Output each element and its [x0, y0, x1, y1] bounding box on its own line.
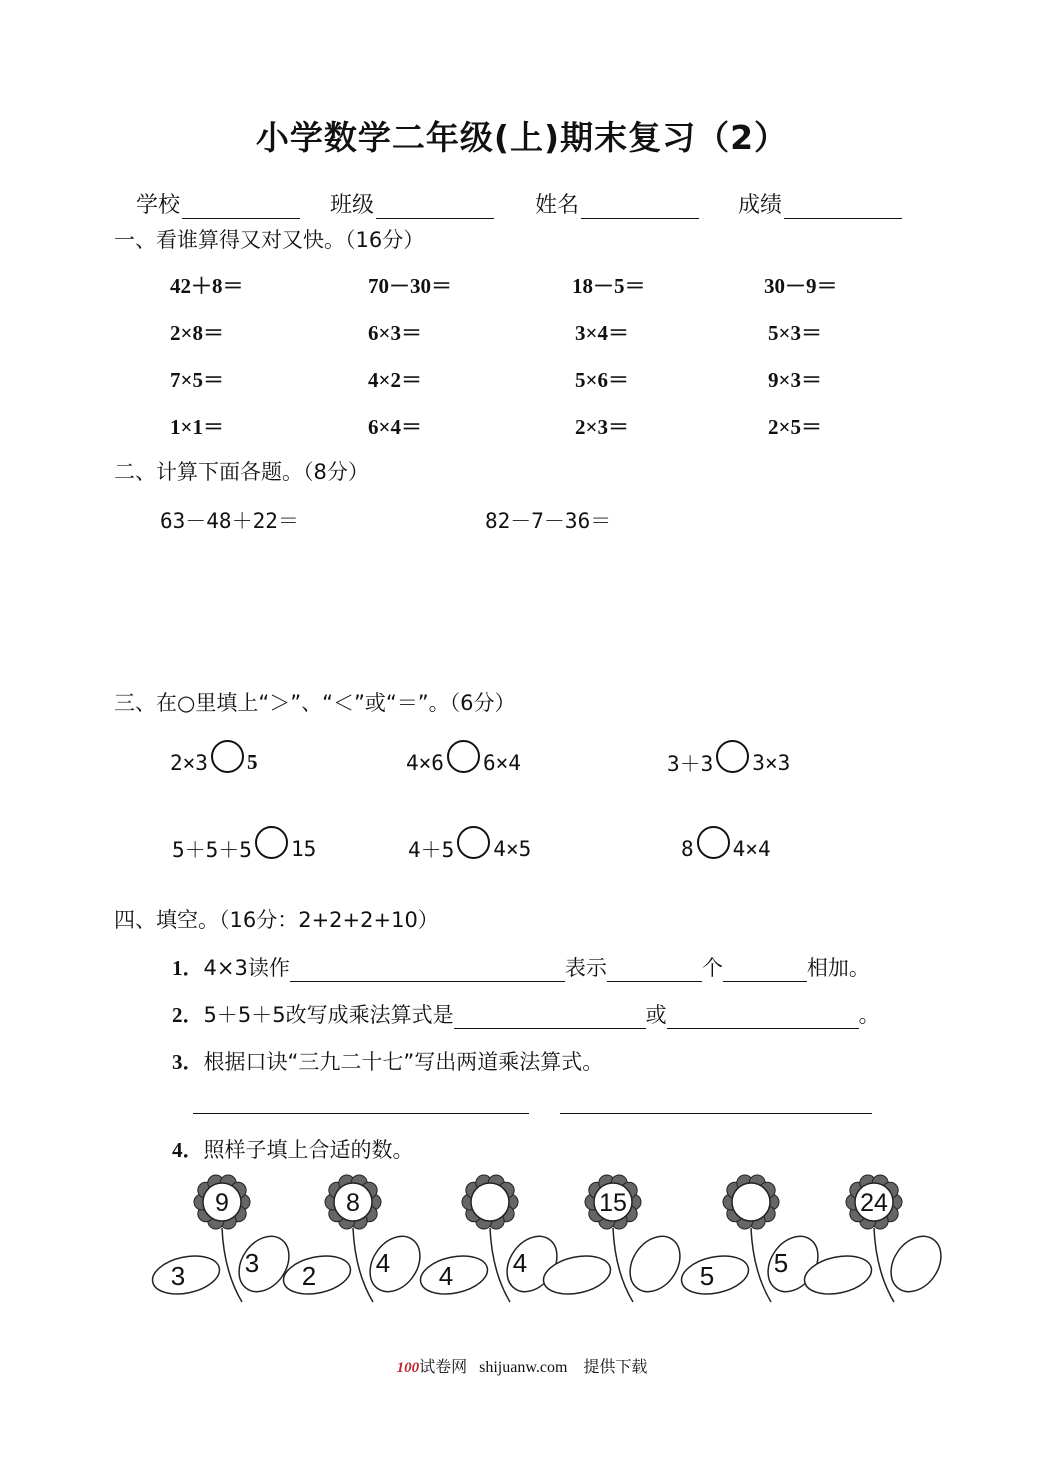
page-title: 小学数学二年级(上)期末复习（2）: [255, 118, 789, 157]
flower-center-number: 24: [860, 1189, 888, 1217]
problem-3-2: 4×2＝: [368, 368, 422, 392]
leaf-right-number: 5: [773, 1248, 789, 1278]
score-field: 成绩: [738, 188, 902, 219]
section-1-heading: 一、看谁算得又对又快。（16分）: [114, 228, 425, 252]
compare-item: 4×6 6×4: [406, 746, 521, 779]
compare-item: 2×3 5: [170, 746, 257, 779]
section-2-item-1: 63－48＋22＝: [160, 509, 299, 533]
compare-circle[interactable]: [211, 740, 244, 773]
question-3: 3．根据口诀“三九二十七”写出两道乘法算式。: [172, 1050, 604, 1074]
name-field: 姓名: [535, 188, 699, 219]
flower-diagram: [0, 1165, 1044, 1310]
flower: [149, 1175, 299, 1302]
problem-2-2: 6×3＝: [368, 321, 422, 345]
answer-line[interactable]: [560, 1113, 872, 1114]
leaf-left-number: 2: [301, 1261, 317, 1291]
answer-blank[interactable]: [667, 1008, 859, 1029]
problem-4-4: 2×5＝: [768, 415, 822, 439]
score-blank[interactable]: [784, 196, 902, 219]
school-blank[interactable]: [182, 196, 300, 219]
flower: [280, 1175, 430, 1302]
flower-center-number: 9: [215, 1189, 229, 1217]
section-2-heading: 二、计算下面各题。（8分）: [114, 460, 369, 484]
class-blank[interactable]: [376, 196, 494, 219]
flower: [801, 1175, 951, 1302]
problem-3-4: 9×3＝: [768, 368, 822, 392]
answer-blank[interactable]: [454, 1008, 646, 1029]
flower-center[interactable]: [471, 1183, 509, 1221]
compare-circle[interactable]: [697, 826, 730, 859]
problem-4-1: 1×1＝: [170, 415, 224, 439]
compare-circle[interactable]: [255, 826, 288, 859]
flower-center-number: 8: [346, 1189, 360, 1217]
leaf-right-number: 4: [375, 1248, 391, 1278]
section-2-item-2: 82－7－36＝: [485, 509, 612, 533]
flower-center-number: 15: [599, 1189, 627, 1217]
flower-center[interactable]: [732, 1183, 770, 1221]
leaf-right: [620, 1227, 690, 1301]
question-1: 1．4×3读作 表示 个 相加。: [172, 956, 870, 980]
leaf-left: [678, 1250, 752, 1299]
site-domain: shijuanw.com: [479, 1359, 568, 1376]
leaf-left: [280, 1250, 354, 1299]
leaf-left: [149, 1250, 223, 1299]
compare-item: 5＋5＋5 15: [172, 832, 316, 865]
footer: [0, 1354, 1044, 1377]
compare-circle[interactable]: [457, 826, 490, 859]
problem-4-2: 6×4＝: [368, 415, 422, 439]
problem-3-1: 7×5＝: [170, 368, 224, 392]
leaf-right: [229, 1227, 299, 1301]
compare-item: 8 4×4: [681, 832, 771, 865]
compare-item: 4＋5 4×5: [408, 832, 531, 865]
leaf-left-number: 5: [699, 1261, 715, 1291]
answer-blank[interactable]: [290, 961, 565, 982]
section-4-heading: 四、填空。（16分：2+2+2+10）: [114, 908, 439, 932]
leaf-right: [360, 1227, 430, 1301]
question-2: 2．5＋5＋5改写成乘法算式是 或 。: [172, 1003, 880, 1027]
problem-1-1: 42＋8＝: [170, 274, 244, 298]
problem-1-3: 18－5＝: [572, 274, 646, 298]
name-blank[interactable]: [581, 196, 699, 219]
leaf-left-number: 3: [170, 1261, 186, 1291]
answer-blank[interactable]: [607, 961, 702, 982]
problem-1-2: 70－30＝: [368, 274, 452, 298]
section-3-heading: 三、在○里填上“＞”、“＜”或“＝”。（6分）: [114, 691, 516, 715]
problem-4-3: 2×3＝: [575, 415, 629, 439]
problem-2-3: 3×4＝: [575, 321, 629, 345]
footer-suffix: 提供下载: [583, 1359, 648, 1376]
compare-item: 3＋3 3×3: [667, 746, 790, 779]
leaf-right: [881, 1227, 951, 1301]
site-logo: 100: [396, 1360, 420, 1376]
compare-circle[interactable]: [716, 740, 749, 773]
flower: [540, 1175, 690, 1302]
problem-2-4: 5×3＝: [768, 321, 822, 345]
problem-2-1: 2×8＝: [170, 321, 224, 345]
question-4: 4．照样子填上合适的数。: [172, 1138, 414, 1162]
class-field: 班级: [330, 188, 494, 219]
problem-1-4: 30－9＝: [764, 274, 838, 298]
leaf-left: [417, 1250, 491, 1299]
leaf-right-number: 3: [244, 1248, 260, 1278]
leaf-left-number: 4: [438, 1261, 454, 1291]
leaf-right-number: 4: [512, 1248, 528, 1278]
site-name: 试卷网: [419, 1359, 468, 1376]
answer-line[interactable]: [193, 1113, 529, 1114]
school-field: 学校: [136, 188, 300, 219]
compare-circle[interactable]: [447, 740, 480, 773]
problem-3-3: 5×6＝: [575, 368, 629, 392]
answer-blank[interactable]: [723, 961, 807, 982]
